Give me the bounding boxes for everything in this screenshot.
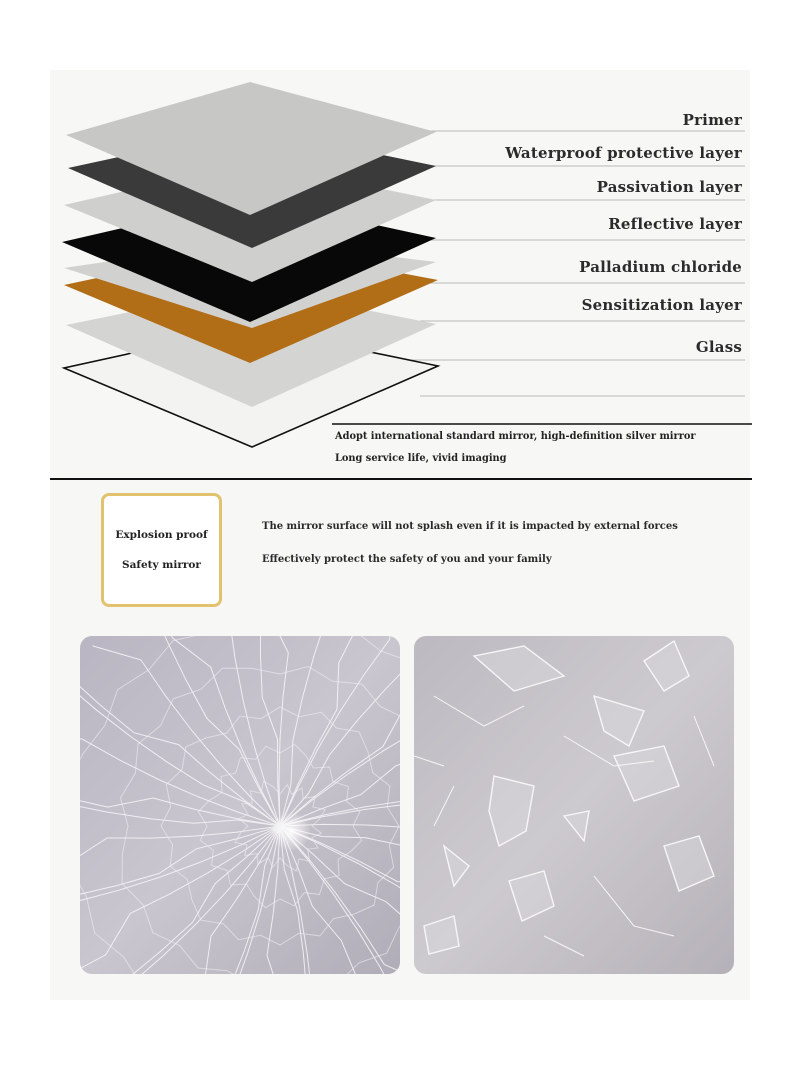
shattered-glass-radial-crack-image <box>80 636 400 974</box>
feature-no-splash: The mirror surface will not splash even if it is impacted by external forces <box>262 521 678 532</box>
broken-glass-fragments-image <box>414 636 734 974</box>
layer-stack-diagram <box>0 0 800 490</box>
explosion-proof-badge <box>101 493 222 607</box>
photo-broken-fragments <box>414 636 734 974</box>
layer-label-sensitization: Sensitization layer <box>581 296 742 314</box>
layer-label-palladium: Palladium chloride <box>579 258 742 276</box>
tagline-standard-mirror: Adopt international standard mirror, high-definition silver mirror <box>335 431 696 442</box>
layer-label-primer: Primer <box>682 111 742 129</box>
badge-subtitle: Safety mirror <box>122 559 201 571</box>
feature-protect-family: Effectively protect the safety of you and your family <box>262 554 552 565</box>
layer-label-passivation: Passivation layer <box>596 178 742 196</box>
badge-title: Explosion proof <box>115 529 208 541</box>
layer-label-glass: Glass <box>695 338 742 356</box>
layer-label-reflective: Reflective layer <box>608 215 742 233</box>
layer-label-waterproof: Waterproof protective layer <box>505 144 742 162</box>
photo-radial-crack <box>80 636 400 974</box>
tagline-service-life: Long service life, vivid imaging <box>335 453 507 464</box>
